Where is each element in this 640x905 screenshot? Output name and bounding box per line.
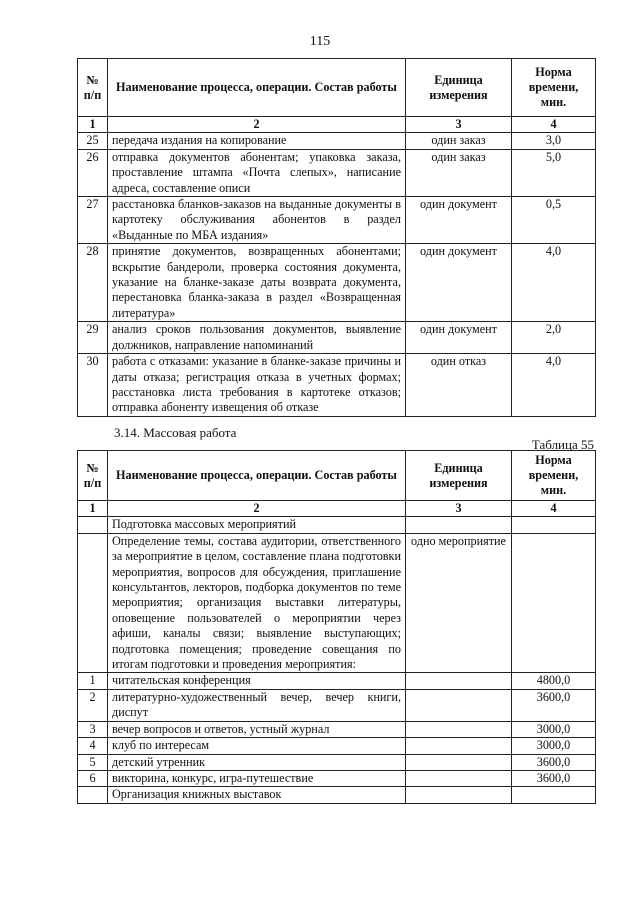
table-row [78,322,596,354]
group-unit: одно мероприятие [406,533,512,673]
group-description-row [78,533,596,673]
row-name: передача издания на копирование [108,133,406,149]
row-name: принятие документов, возвращенных абонентами; вскрытие бандероли, проверка состояния документа, указание на бланке-заказе даты возврата документа, перестановка бланка-заказа в раздел «Возвращенная литература» [108,244,406,322]
row-unit: один документ [406,244,512,322]
row-unit [406,721,512,737]
header-unit: Единица измерения [406,59,512,117]
page-number: 115 [309,34,331,49]
row-name: читательская конференция [108,673,406,689]
row-norm: 3000,0 [512,738,596,754]
row-unit: один заказ [406,133,512,149]
row-norm: 5,0 [512,149,596,196]
row-num: 2 [78,689,108,721]
table-row [78,738,596,754]
header-num: № п/п [78,451,108,501]
index-cell: 3 [406,501,512,517]
row-norm: 4,0 [512,244,596,322]
row-unit [406,673,512,689]
group-title-row [78,517,596,533]
row-num: 30 [78,354,108,417]
header-norm: Норма времени, мин. [512,451,596,501]
row-name: вечер вопросов и ответов, устный журнал [108,721,406,737]
header-name: Наименование процесса, операции. Состав работы [108,59,406,117]
row-num: 28 [78,244,108,322]
row-num: 26 [78,149,108,196]
row-norm: 4,0 [512,354,596,417]
row-num: 27 [78,197,108,244]
index-cell: 4 [512,501,596,517]
header-num: № п/п [78,59,108,117]
row-num: 25 [78,133,108,149]
row-num: 4 [78,738,108,754]
row-name: викторина, конкурс, игра-путешествие [108,770,406,786]
index-cell: 2 [108,117,406,133]
table-caption: Таблица 55 [531,437,594,452]
row-unit [406,754,512,770]
row-num: 5 [78,754,108,770]
section-title: 3.14. Массовая работа [114,425,237,440]
row-num: 6 [78,770,108,786]
group-title: Организация книжных выставок [108,787,406,803]
table-row [78,149,596,196]
table-row [78,133,596,149]
index-cell: 3 [406,117,512,133]
row-unit: один отказ [406,354,512,417]
row-norm: 2,0 [512,322,596,354]
row-norm: 3600,0 [512,770,596,786]
row-unit: один документ [406,322,512,354]
row-norm: 4800,0 [512,673,596,689]
row-name: отправка документов абонентам; упаковка заказа, проставление штампа «Почта слепых», написание адреса, составление описи [108,149,406,196]
row-name: клуб по интересам [108,738,406,754]
row-unit [406,770,512,786]
row-name: детский утренник [108,754,406,770]
table-row [78,244,596,322]
row-norm: 3600,0 [512,754,596,770]
table-row [78,721,596,737]
header-name: Наименование процесса, операции. Состав работы [108,451,406,501]
row-norm: 0,5 [512,197,596,244]
group-title: Подготовка массовых мероприятий [108,517,406,533]
index-cell: 1 [78,117,108,133]
group-title-row [78,787,596,803]
row-name: работа с отказами: указание в бланке-заказе причины и даты отказа; регистрация отказа в учетных формах; расстановка листа требования в картотеке отказов; отправка абоненту извещения об отказе [108,354,406,417]
row-name: расстановка бланков-заказов на выданные документы в картотеку обслуживания абонентов в раздел «Выданные по МБА издания» [108,197,406,244]
index-cell: 2 [108,501,406,517]
index-cell: 4 [512,117,596,133]
row-unit [406,738,512,754]
row-unit [406,689,512,721]
row-norm: 3600,0 [512,689,596,721]
row-name: анализ сроков пользования документов, выявление должников, направление напоминаний [108,322,406,354]
norms-table-continued [77,58,596,417]
table-row [78,770,596,786]
header-unit: Единица измерения [406,451,512,501]
table-row [78,197,596,244]
row-unit: один документ [406,197,512,244]
row-num: 3 [78,721,108,737]
row-norm: 3000,0 [512,721,596,737]
row-norm: 3,0 [512,133,596,149]
index-cell: 1 [78,501,108,517]
row-num: 1 [78,673,108,689]
group-description: Определение темы, состава аудитории, ответственного за мероприятие в целом, составление плана подготовки мероприятия, вопросов для обсуждения, приглашение консультантов, лекторов, подборка документов по теме мероприятия; организация выставки литературы, оповещение пользователей о мероприятии через афиши, каналы связи; выявление выступающих; подготовка помещения; проведение совещания по итогам подготовки и проведения мероприятия: [108,533,406,673]
row-unit: один заказ [406,149,512,196]
table-row [78,673,596,689]
table-row [78,689,596,721]
row-num: 29 [78,322,108,354]
table-row [78,754,596,770]
row-name: литературно-художественный вечер, вечер книги, диспут [108,689,406,721]
table-row [78,354,596,417]
mass-work-table [77,450,596,804]
header-norm: Норма времени, мин. [512,59,596,117]
